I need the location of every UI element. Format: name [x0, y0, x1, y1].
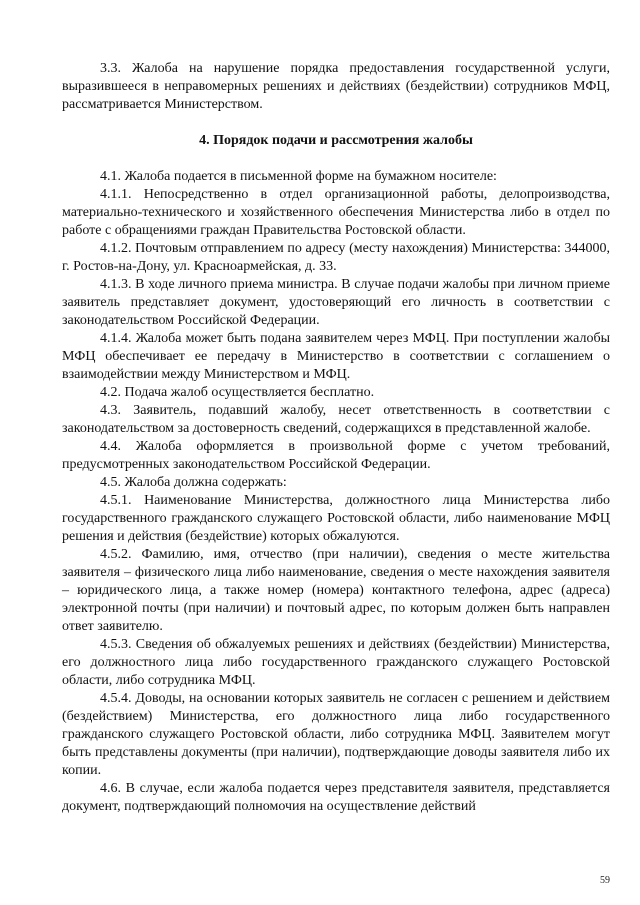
paragraph-4-4: 4.4. Жалоба оформляется в произвольной форме с учетом требований, предусмотренных законодательством Российской Федерации.: [62, 439, 610, 472]
paragraph-4-5-3: 4.5.3. Сведения об обжалуемых решениях и действиях (бездействии) Министерства, его должностного лица либо государственного гражданского служащего Ростовской области, либо сотрудника МФЦ.: [62, 637, 610, 688]
paragraph-4-1: 4.1. Жалоба подается в письменной форме на бумажном носителе:: [100, 169, 497, 184]
paragraph-4-1-4: 4.1.4. Жалоба может быть подана заявителем через МФЦ. При поступлении жалобы МФЦ обеспечивает ее передачу в Министерство в соответствии с соглашением о взаимодействии между Министерством и МФЦ.: [62, 331, 610, 382]
paragraph-4-2: 4.2. Подача жалоб осуществляется бесплатно.: [100, 385, 375, 400]
paragraph-4-5-2: 4.5.2. Фамилию, имя, отчество (при наличии), сведения о месте жительства заявителя – физического лица либо наименование, сведения о месте нахождения заявителя – юридического лица, а также номер (номера) контактного телефона, адрес (адреса) электронной почты (при наличии) и почтовый адрес, по которым должен быть направлен ответ заявителю.: [62, 547, 610, 634]
paragraph-4-5: 4.5. Жалоба должна содержать:: [100, 475, 287, 490]
paragraph-4-1-1: 4.1.1. Непосредственно в отдел организационной работы, делопроизводства, материально-технического и хозяйственного обеспечения Министерства либо в отдел по работе с обращениями граждан Правительства Ростовской области.: [62, 187, 610, 238]
paragraph-4-1-3: 4.1.3. В ходе личного приема министра. В случае подачи жалобы при личном приеме заявитель представляет документ, удостоверяющий его личность в соответствии с законодательством Российской Федерации.: [62, 277, 610, 328]
document-body: [62, 60, 610, 816]
paragraph-4-5-1: 4.5.1. Наименование Министерства, должностного лица Министерства либо государственного гражданского служащего Ростовской области, либо наименование МФЦ решения и действия (бездействие) которых обжалуются.: [62, 493, 610, 544]
section-title: 4. Порядок подачи и рассмотрения жалобы: [199, 133, 473, 148]
paragraph-4-1-2: 4.1.2. Почтовым отправлением по адресу (месту нахождения) Министерства: 344000, г. Ростов-на-Дону, ул. Красноармейская, д. 33.: [62, 241, 610, 274]
paragraph-3-3: 3.3. Жалоба на нарушение порядка предоставления государственной услуги, выразившееся в неправомерных решениях и действиях (бездействии) сотрудников МФЦ, рассматривается Министерством.: [62, 61, 610, 112]
paragraph-4-6: 4.6. В случае, если жалоба подается через представителя заявителя, представляется документ, подтверждающий полномочия на осуществление действий: [62, 781, 610, 814]
paragraph-4-5-4: 4.5.4. Доводы, на основании которых заявитель не согласен с решением и действием (бездействием) Министерства, его должностного лица либо государственного гражданского служащего Ростовской области, либо сотрудника МФЦ. Заявителем могут быть представлены документы (при наличии), подтверждающие доводы заявителя либо их копии.: [62, 691, 610, 778]
page-number: 59: [600, 875, 610, 886]
paragraph-4-3: 4.3. Заявитель, подавший жалобу, несет ответственность в соответствии с законодательством за достоверность сведений, содержащихся в представленной жалобе.: [62, 403, 610, 436]
